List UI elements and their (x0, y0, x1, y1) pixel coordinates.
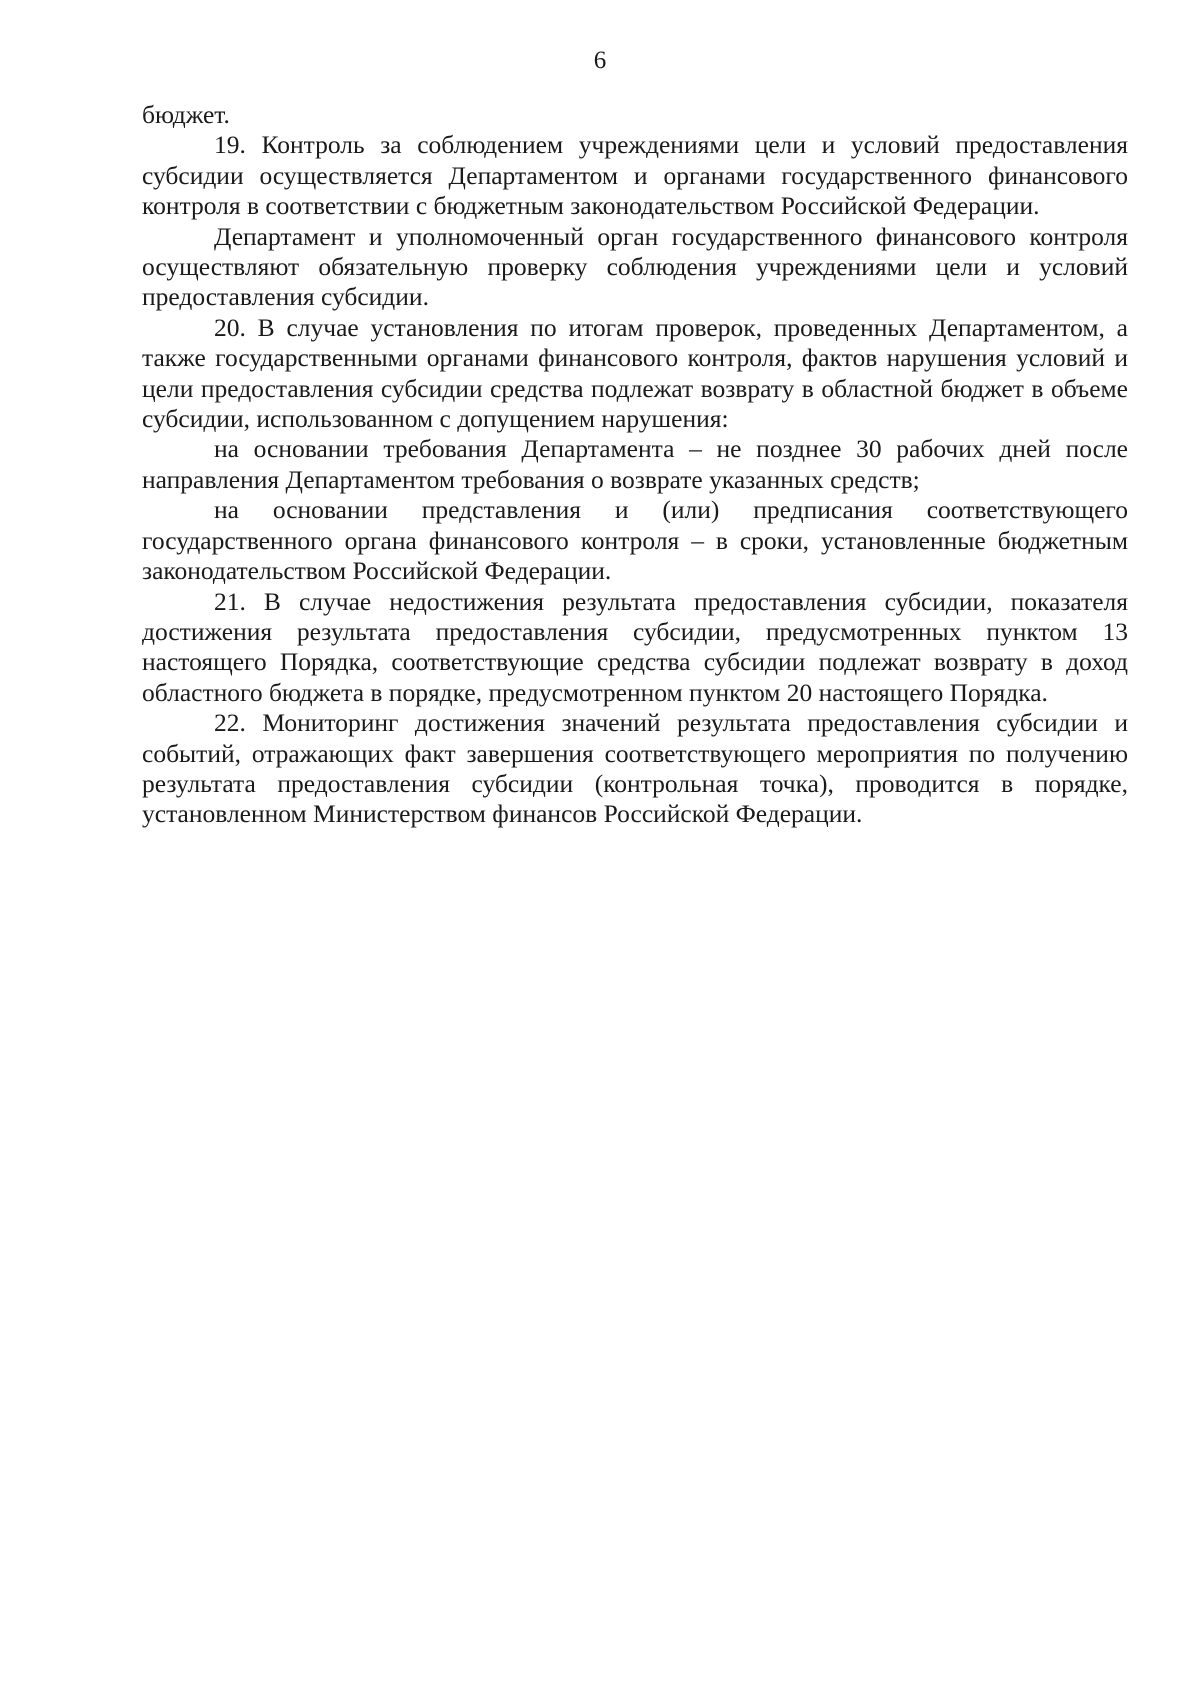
paragraph-continuation: бюджет. (142, 100, 230, 129)
paragraph-item-21: 21. В случае недостижения результата предоставления субсидии, показателя достижения результата предоставления субсидии, предусмотренных пунктом 13 настоящего Порядка, соответствующие средства субсидии подлежат возврату в доход областного бюджета в порядке, предусмотренном пунктом 20 настоящего Порядка. (142, 586, 1128, 707)
paragraph-item-20-requirement: на основании требования Департамента – не позднее 30 рабочих дней после направления Департаментом требования о возврате указанных средств; (142, 434, 1128, 494)
document-body (142, 100, 1128, 830)
paragraph-item-19-inspection: Департамент и уполномоченный орган государственного финансового контроля осуществляют обязательную проверку соблюдения учреждениями цели и условий предоставления субсидии. (142, 221, 1128, 312)
page-number: 6 (593, 47, 607, 74)
paragraph-item-22: 22. Мониторинг достижения значений результата предоставления субсидии и событий, отражающих факт завершения соответствующего мероприятия по получению результата предоставления субсидии (контрольная точка), проводится в порядке, установленном Министерством финансов Российской Федерации. (142, 708, 1128, 829)
paragraph-item-19: 19. Контроль за соблюдением учреждениями цели и условий предоставления субсидии осуществляется Департаментом и органами государственного финансового контроля в соответствии с бюджетным законодательством Российской Федерации. (142, 130, 1128, 221)
paragraph-item-20: 20. В случае установления по итогам проверок, проведенных Департаментом, а также государственными органами финансового контроля, фактов нарушения условий и цели предоставления субсидии средства подлежат возврату в областной бюджет в объеме субсидии, использованном с допущением нарушения: (142, 312, 1128, 434)
paragraph-item-20-prescription: на основании представления и (или) предписания соответствующего государственного органа финансового контроля – в сроки, установленные бюджетным законодательством Российской Федерации. (142, 495, 1128, 586)
